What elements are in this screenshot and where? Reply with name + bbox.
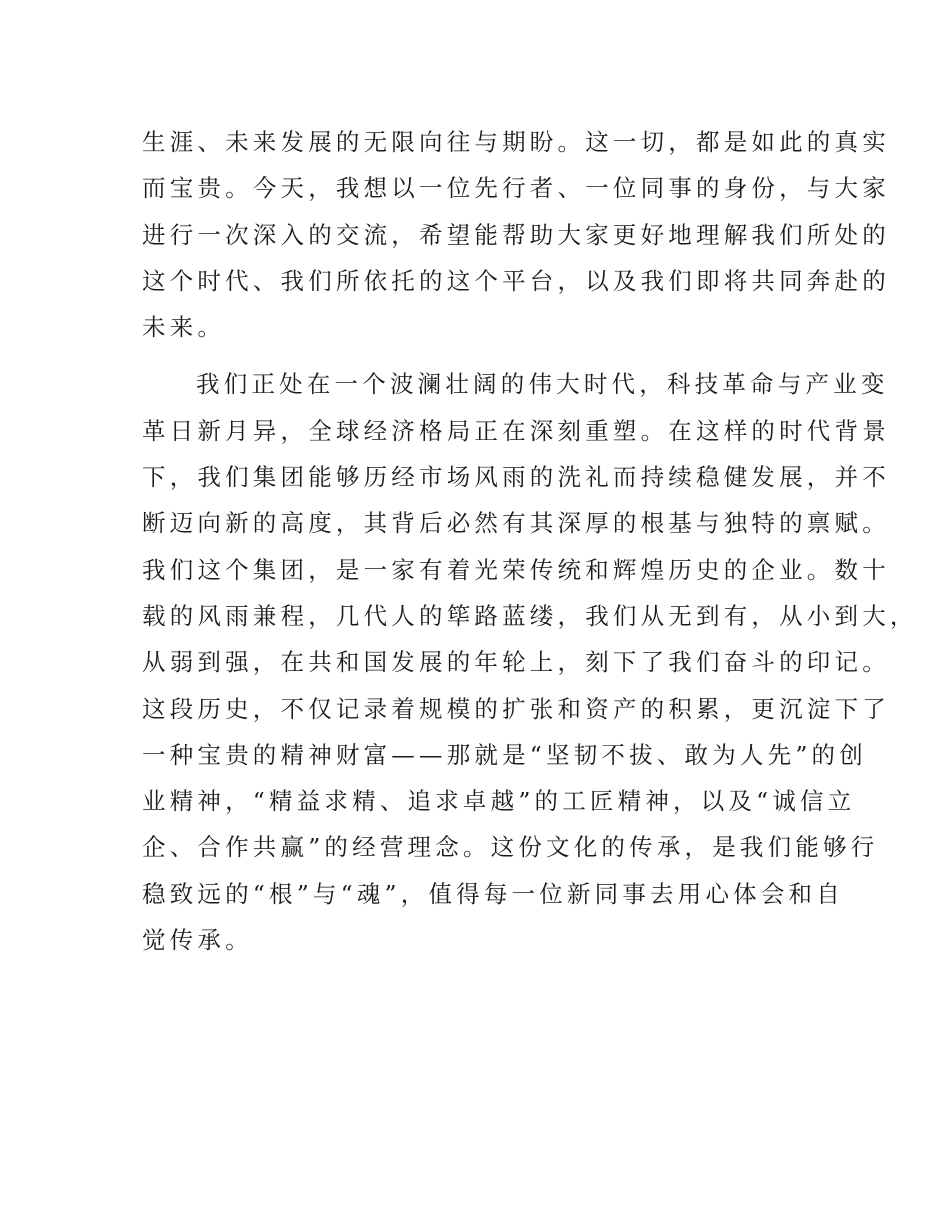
text-line: 我们这个集团，是一家有着光荣传统和辉煌历史的企业。数十 [142, 555, 890, 584]
text-line: 载的风雨兼程，几代人的筚路蓝缕，我们从无到有，从小到大， [142, 601, 918, 630]
text-line: 这段历史，不仅记录着规模的扩张和资产的积累，更沉淀下了 [142, 694, 890, 723]
paragraph-2 [142, 361, 918, 963]
text-line: 觉传承。 [142, 926, 253, 955]
text-line: 这个时代、我们所依托的这个平台，以及我们即将共同奔赴的 [142, 266, 890, 295]
text-line: 稳致远的“根”与“魂”，值得每一位新同事去用心体会和自 [142, 879, 844, 908]
text-line: 而宝贵。今天，我想以一位先行者、一位同事的身份，与大家 [142, 174, 890, 203]
text-line: 生涯、未来发展的无限向往与期盼。这一切，都是如此的真实 [142, 128, 890, 156]
text-line: 从弱到强，在共和国发展的年轮上，刻下了我们奋斗的印记。 [142, 648, 890, 677]
text-line: 革日新月异，全球经济格局正在深刻重塑。在这样的时代背景 [142, 416, 890, 445]
text-line: 企、合作共赢”的经营理念。这份文化的传承，是我们能够行 [142, 833, 879, 862]
text-line: 未来。 [142, 313, 226, 342]
text-line: 断迈向新的高度，其背后必然有其深厚的根基与独特的禀赋。 [142, 509, 890, 538]
text-line: 一种宝贵的精神财富——那就是“坚韧不拔、敢为人先”的创 [142, 740, 867, 769]
text-line: 业精神，“精益求精、追求卓越”的工匠精神，以及“诚信立 [142, 787, 856, 816]
document-page [142, 119, 918, 963]
text-line: 下，我们集团能够历经市场风雨的洗礼而持续稳健发展，并不 [142, 463, 890, 492]
paragraph-1 [142, 119, 890, 350]
text-line: 进行一次深入的交流，希望能帮助大家更好地理解我们所处的 [142, 220, 890, 249]
text-line: 我们正处在一个波澜壮阔的伟大时代，科技革命与产业变 [196, 370, 889, 399]
